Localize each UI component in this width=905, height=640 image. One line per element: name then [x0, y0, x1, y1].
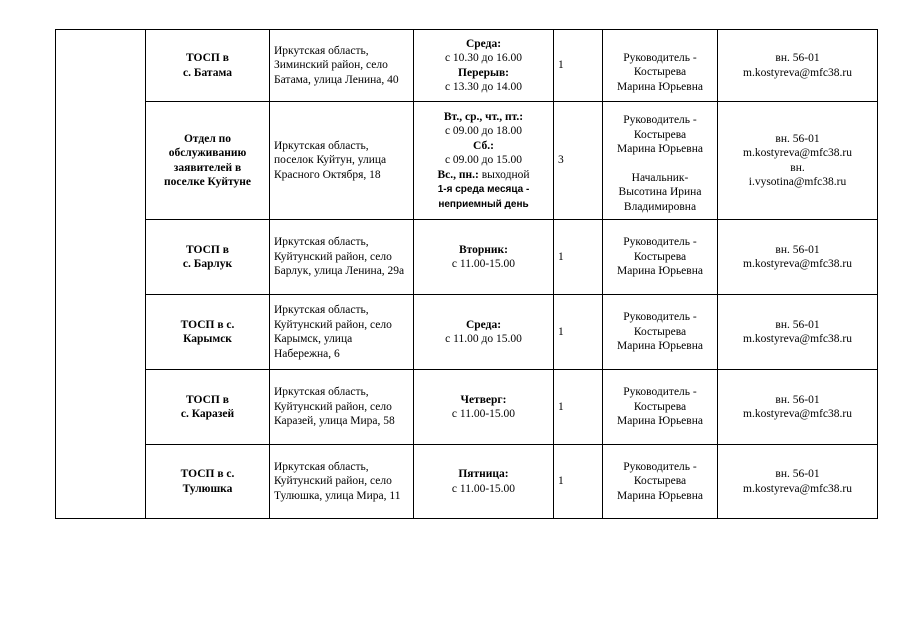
cell-line: m.kostyreva@mfc38.ru — [743, 482, 852, 495]
cell-line: вн. 56-01 — [775, 243, 820, 256]
office-address-cell: Иркутская область, поселок Куйтун, улица Красного Октября, 18 — [270, 102, 414, 220]
office-schedule-cell — [414, 30, 554, 102]
schedule-line — [418, 393, 549, 408]
office-responsible-cell — [603, 102, 718, 220]
cell-line: m.kostyreva@mfc38.ru — [743, 258, 852, 270]
schedule-line — [418, 318, 549, 333]
schedule-day-label: Вс., пн.: — [437, 168, 479, 181]
office-name-cell — [146, 220, 270, 295]
schedule-day-label: Вторник: — [458, 243, 509, 256]
office-name-cell — [146, 295, 270, 370]
cell-line: Марина Юрьевна — [617, 340, 703, 353]
office-name-cell — [146, 30, 270, 102]
cell-line: вн. 56-01 — [775, 468, 820, 480]
office-count-cell: 1 — [554, 445, 603, 519]
schedule-note: 1-я среда месяца - — [437, 184, 530, 196]
cell-line: Руководитель - — [623, 386, 697, 399]
office-name-cell — [146, 370, 270, 445]
cell-line: Костырева — [633, 400, 687, 413]
office-name-cell — [146, 445, 270, 519]
office-contacts-cell — [718, 30, 878, 102]
office-schedule-cell — [414, 445, 554, 519]
cell-line: Отдел по — [183, 132, 232, 145]
cell-line: Марина Юрьевна — [617, 265, 703, 278]
office-address-cell: Иркутская область, Зиминский район, село Батама, улица Ленина, 40 — [270, 30, 414, 102]
schedule-line — [418, 66, 549, 81]
schedule-line — [418, 467, 549, 482]
schedule-line — [418, 482, 549, 497]
cell-line: ТОСП в с. — [180, 468, 235, 480]
office-responsible-cell — [603, 30, 718, 102]
table-row — [56, 102, 878, 220]
office-responsible-cell — [603, 370, 718, 445]
cell-line: Руководитель - — [623, 236, 697, 249]
cell-line: вн. 56-01 — [775, 52, 820, 64]
schedule-time: с 11.00 до 15.00 — [445, 333, 522, 345]
office-name-cell — [146, 102, 270, 220]
schedule-day-label: Среда: — [465, 37, 502, 50]
schedule-line — [418, 257, 549, 272]
cell-line: с. Барлук — [182, 258, 233, 270]
table-row — [56, 445, 878, 519]
schedule-time: с 11.00-15.00 — [451, 408, 516, 420]
table-row — [56, 295, 878, 370]
schedule-line — [418, 153, 549, 168]
office-contacts-cell — [718, 220, 878, 295]
office-responsible-cell — [603, 295, 718, 370]
cell-line: с. Каразей — [180, 408, 235, 420]
cell-line: ТОСП в — [186, 393, 229, 406]
cell-line: Марина Юрьевна — [617, 80, 703, 93]
office-schedule-cell — [414, 220, 554, 295]
schedule-line — [418, 243, 549, 258]
cell-line: Руководитель - — [623, 114, 697, 126]
office-address-cell: Иркутская область, Куйтунский район, село Каразей, улица Мира, 58 — [270, 370, 414, 445]
table-row — [56, 220, 878, 295]
office-count-cell: 1 — [554, 220, 603, 295]
cell-line: i.vysotina@mfc38.ru — [748, 176, 847, 188]
cell-line: Костырева — [633, 325, 687, 338]
cell-line: Карымск — [183, 333, 232, 345]
schedule-time: с 10.30 до 16.00 — [444, 52, 523, 64]
cell-line: Высотина Ирина — [618, 186, 702, 198]
cell-line: m.kostyreva@mfc38.ru — [743, 408, 852, 420]
office-contacts-cell — [718, 295, 878, 370]
cell-line: с. Батама — [183, 66, 232, 79]
office-address-cell: Иркутская область, Куйтунский район, село Барлук, улица Ленина, 29а — [270, 220, 414, 295]
schedule-day-label: Перерыв: — [458, 66, 509, 79]
cell-line: Костырева — [633, 250, 687, 263]
schedule-time: с 13.30 до 14.00 — [444, 81, 523, 93]
office-contacts-cell — [718, 445, 878, 519]
office-count-cell: 1 — [554, 30, 603, 102]
office-contacts-cell — [718, 370, 878, 445]
cell-line: Марина Юрьевна — [617, 143, 703, 155]
blank-line — [607, 157, 713, 171]
cell-line: ТОСП в — [186, 243, 229, 256]
schedule-line — [418, 80, 549, 95]
schedule-line — [418, 139, 549, 154]
cell-line: вн. 56-01 — [775, 393, 820, 406]
cell-line: вн. — [790, 161, 805, 174]
table-row — [56, 30, 878, 102]
schedule-line — [418, 37, 549, 52]
cell-line: ТОСП в с. — [180, 318, 235, 331]
cell-line: вн. 56-01 — [775, 132, 820, 145]
cell-line: Руководитель - — [623, 311, 697, 324]
office-count-cell: 3 — [554, 102, 603, 220]
office-address-cell: Иркутская область, Куйтунский район, село Тулюшка, улица Мира, 11 — [270, 445, 414, 519]
cell-line: m.kostyreva@mfc38.ru — [743, 147, 852, 159]
schedule-time: с 11.00-15.00 — [451, 482, 516, 495]
cell-line: m.kostyreva@mfc38.ru — [743, 66, 852, 79]
schedule-line — [418, 332, 549, 347]
schedule-line — [418, 124, 549, 139]
schedule-line — [418, 197, 549, 212]
office-schedule-cell — [414, 102, 554, 220]
office-address-cell: Иркутская область, Куйтунский район, село Карымск, улица Набережна, 6 — [270, 295, 414, 370]
cell-line: заявителей в — [173, 161, 242, 174]
schedule-day-label: Вт., ср., чт., пт.: — [443, 110, 524, 123]
office-responsible-cell — [603, 220, 718, 295]
schedule-time: с 11.00-15.00 — [451, 258, 516, 270]
cell-line: Костырева — [633, 475, 687, 488]
cell-line: Тулюшка — [182, 482, 233, 495]
office-schedule-cell — [414, 295, 554, 370]
office-count-cell: 1 — [554, 295, 603, 370]
cell-line: поселке Куйтуне — [164, 176, 251, 188]
schedule-note: неприемный день — [438, 198, 529, 210]
schedule-day-value: выходной — [478, 168, 530, 181]
schedule-line — [418, 182, 549, 197]
cell-line: Костырева — [633, 128, 687, 141]
table-row — [56, 370, 878, 445]
cell-line: вн. 56-01 — [775, 318, 820, 331]
schedule-day-label: Пятница: — [458, 468, 509, 480]
cell-line: Руководитель - — [623, 460, 697, 473]
cell-line: ТОСП в — [186, 52, 229, 64]
schedule-line — [418, 110, 549, 125]
schedule-day-label: Четверг: — [460, 393, 507, 406]
cell-line: обслуживанию — [168, 147, 247, 159]
cell-line: Начальник- — [631, 171, 689, 184]
cell-line: Марина Юрьевна — [617, 489, 703, 502]
merged-left-cell — [56, 30, 146, 519]
offices-table-body — [56, 30, 878, 519]
schedule-time: с 09.00 до 18.00 — [444, 125, 523, 138]
office-responsible-cell — [603, 445, 718, 519]
schedule-line — [418, 407, 549, 422]
cell-line: Марина Юрьевна — [617, 415, 703, 428]
schedule-line — [418, 168, 549, 183]
cell-line: Руководитель - — [623, 51, 697, 64]
schedule-day-label: Сб.: — [473, 139, 494, 152]
schedule-day-label: Среда: — [465, 318, 502, 331]
offices-table — [55, 29, 878, 519]
cell-line: Владимировна — [623, 200, 697, 213]
schedule-line — [418, 51, 549, 66]
office-schedule-cell — [414, 370, 554, 445]
schedule-time: с 09.00 до 15.00 — [444, 154, 523, 167]
office-count-cell: 1 — [554, 370, 603, 445]
office-contacts-cell — [718, 102, 878, 220]
cell-line: Костырева — [633, 66, 687, 79]
cell-line: m.kostyreva@mfc38.ru — [743, 333, 852, 345]
